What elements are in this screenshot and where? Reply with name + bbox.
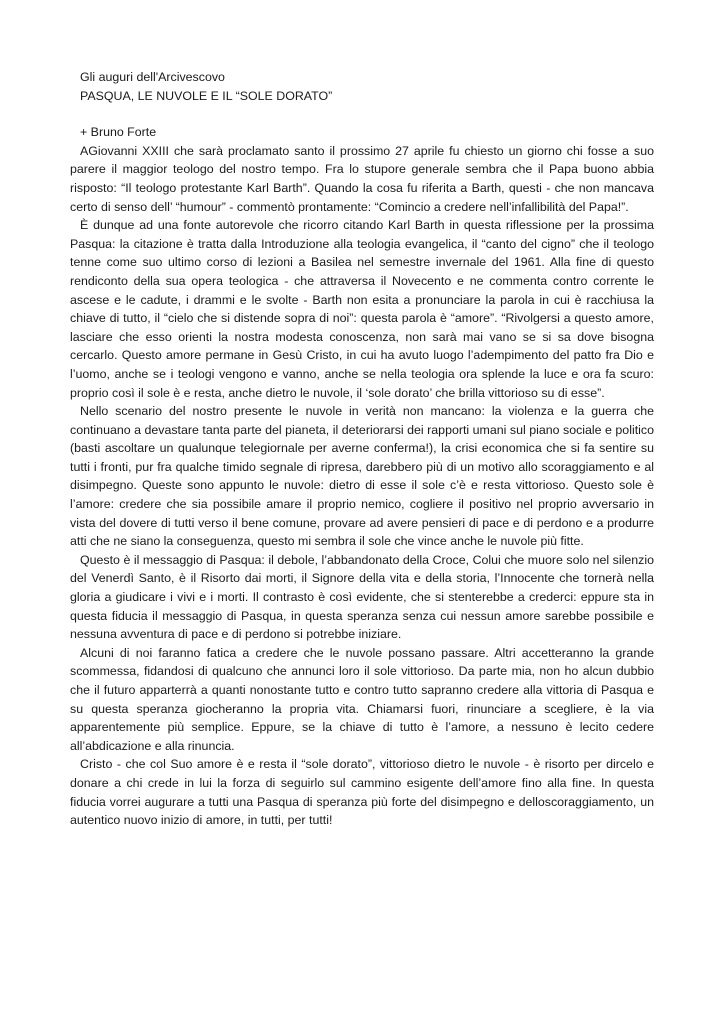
document-page: [70, 68, 654, 830]
paragraph-3: Nello scenario del nostro presente le nuvole in verità non mancano: la violenza e la guerra che continuano a devastare tanta parte del pianeta, il deteriorarsi dei rapporti umani sul piano sociale e politico (basti ascoltare un qualunque telegiornale per averne conferma!), la crisi economica che si fa sentire su tutti i fronti, pur fra qualche timido segnale di ripresa, darebbero più di un motivo allo scoraggiamento e al disimpegno. Queste sono appunto le nuvole: dietro di esse il sole c’è e resta vittorioso. Questo sole è l’amore: credere che sia possibile amare il proprio nemico, cogliere il positivo nel proprio avversario in vista del dovere di tutti verso il bene comune, provare ad avere pensieri di pace e di perdono e a produrre atti che ne siano la conseguenza, questo mi sembra il sole che vince anche le nuvole più fitte.: [70, 404, 654, 549]
document-subtitle: Gli auguri dell'Arcivescovo: [80, 70, 225, 84]
author-line: + Bruno Forte: [80, 125, 157, 140]
document-title: PASQUA, LE NUVOLE E IL “SOLE DORATO”: [80, 88, 333, 103]
paragraph-4: Questo è il messaggio di Pasqua: il debole, l’abbandonato della Croce, Colui che muore solo nel silenzio del Venerdì Santo, è il Risorto dai morti, il Signore della vita e della storia, l’Innocente che tornerà nella gloria a giudicare i vivi e i morti. Il contrasto è così evidente, che si stenterebbe a crederci: eppure sta in questa fiducia il messaggio di Pasqua, in questa speranza senza cui nessun amore sarebbe possibile e nessuna avventura di pace e di perdono si potrebbe iniziare.: [70, 552, 654, 642]
paragraph-5: Alcuni di noi faranno fatica a credere che le nuvole possano passare. Altri accetteranno la grande scommessa, fidandosi di qualcuno che annunci loro il sole vittorioso. Da parte mia, non ho alcun dubbio che il futuro apparterrà a quanti nonostante tutto e contro tutto sapranno credere alla vittoria di Pasqua e su questa speranza giocheranno la propria vita. Chiamarsi fuori, rinunciare a scegliere, è la via apparentemente più semplice. Eppure, se la chiave di tutto è l’amore, a nessuno è lecito cedere all’abdicazione e alla rinuncia.: [70, 645, 654, 753]
paragraph-6: Cristo - che col Suo amore è e resta il “sole dorato”, vittorioso dietro le nuvole - è risorto per dircelo e donare a chi crede in lui la forza di seguirlo sul cammino esigente dell’amore fino alla fine. In questa fiducia vorrei augurare a tutti una Pasqua di speranza più forte del disimpegno e delloscoraggiamento, un autentico nuovo inizio di amore, in tutti, per tutti!: [70, 757, 654, 828]
spacer: [70, 105, 654, 123]
paragraph-2: È dunque ad una fonte autorevole che ricorro citando Karl Barth in questa riflessione per la prossima Pasqua: la citazione è tratta dalla Introduzione alla teologia evangelica, il “canto del cigno” che il teologo tenne come suo ultimo corso di lezioni a Basilea nel semestre invernale del 1961. Alla fine di questo rendiconto della sua opera teologica - che attraversa il Novecento e ne commenta contro corrente le ascese e le cadute, i drammi e le svolte - Barth non esita a pronunciare la parola in cui è racchiusa la chiave di tutto, il “cielo che si distende sopra di noi”: questa parola è “amore”. “Rivolgersi a questo amore, lasciare che esso orienti la nostra modesta conoscenza, non sarà mai vano se si sa dove bisogna cercarlo. Questo amore permane in Gesù Cristo, in cui ha avuto luogo l’adempimento del patto fra Dio e l’uomo, anche se i teologi vengono e vanno, anche se nella teologia ora splende la luce e ora fa scuro: proprio così il sole è e resta, anche dietro le nuvole, il ‘sole dorato’ che brilla vittorioso su di esse”.: [70, 218, 654, 400]
paragraph-1: AGiovanni XXIII che sarà proclamato santo il prossimo 27 aprile fu chiesto un giorno chi fosse a suo parere il maggior teologo del nostro tempo. Fra lo stupore generale sembra che il Papa buono abbia risposto: “Il teologo protestante Karl Barth”. Quando la cosa fu riferita a Barth, questi - che non mancava certo di senso dell’ “humour” - commentò prontamente: “Comincio a credere nell’infallibilità del Papa!”.: [70, 143, 654, 214]
